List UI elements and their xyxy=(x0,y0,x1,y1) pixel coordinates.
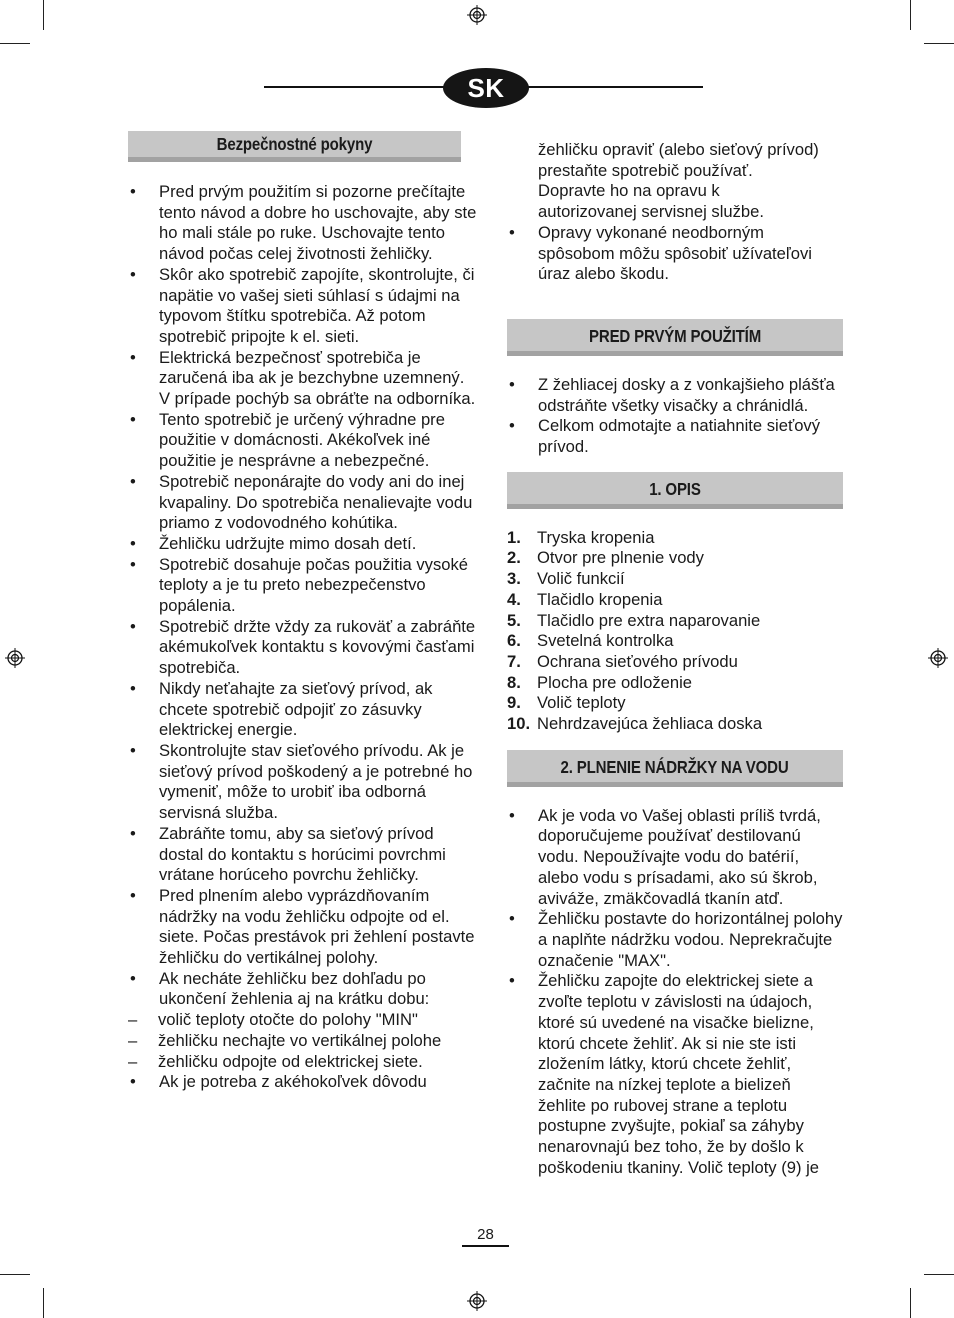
crop-mark xyxy=(43,0,44,30)
parts-list-item xyxy=(507,693,843,714)
section-heading-safety: Bezpečnostné pokyny xyxy=(128,131,461,162)
safety-list-continued xyxy=(507,223,843,285)
registration-mark-icon xyxy=(467,1291,487,1311)
list-item: • Spotrebič neponárajte do vody ani do inej kvapaliny. Do spotrebiča nenalievajte vodu priamo z vodovodného kohútika. xyxy=(128,472,478,534)
list-item: • Ak je potreba z akéhokoľvek dôvodu xyxy=(128,1072,478,1093)
header-rule-right xyxy=(526,86,703,88)
sub-list-item: – žehličku nechajte vo vertikálnej polohe xyxy=(128,1031,478,1052)
list-item: • Tento spotrebič je určený výhradne pre použitie v domácnosti. Akékoľvek iné použitie je nesprávne a nebezpečné. xyxy=(128,410,478,472)
parts-list-item xyxy=(507,714,843,735)
list-item: • Ak je voda vo Vašej oblasti príliš tvrdá, doporučujeme používať destilovanú vodu. Nepoužívajte vodu do batérií, alebo vodu s prísadami, ako sú škrob, aviváže, zmäkčovadlá tkanín atď. xyxy=(507,806,843,910)
crop-mark xyxy=(924,1274,954,1275)
item-number: 7. xyxy=(507,651,521,671)
safety-list xyxy=(128,182,478,1093)
item-text: Tlačidlo kropenia xyxy=(537,589,663,609)
item-text: Otvor pre plnenie vody xyxy=(537,548,704,568)
parts-list-item xyxy=(507,631,843,652)
item-number: 4. xyxy=(507,589,521,609)
list-item: • Žehličku udržujte mimo dosah detí. xyxy=(128,534,478,555)
section-heading-description: 1. OPIS xyxy=(507,472,843,509)
parts-list-item xyxy=(507,590,843,611)
list-item: • Opravy vykonané neodborným spôsobom môžu spôsobiť užívateľovi úraz alebo škodu. xyxy=(507,223,843,285)
parts-list xyxy=(507,528,843,735)
crop-mark xyxy=(910,1288,911,1318)
left-column xyxy=(128,131,478,1093)
registration-mark-icon xyxy=(467,5,487,25)
sub-list-item: – žehličku odpojte od elektrickej siete. xyxy=(128,1052,478,1073)
crop-mark xyxy=(0,43,30,44)
section-heading-before-first-use: PRED PRVÝM POUŽITÍM xyxy=(507,319,843,356)
language-badge: SK xyxy=(443,68,529,108)
list-item: • Pred plnením alebo vyprázdňovaním nádržky na vodu žehličku odpojte od el. siete. Počas prestávok pri žehlení postavte žehličku do vertikálnej polohy. xyxy=(128,886,478,969)
item-text: Tryska kropenia xyxy=(537,527,655,547)
right-column xyxy=(507,140,843,1178)
item-text: Nehrdzavejúca žehliaca doska xyxy=(537,714,763,734)
list-item: • Celkom odmotajte a natiahnite sieťový prívod. xyxy=(507,416,843,457)
section-heading-filling: 2. PLNENIE NÁDRŽKY NA VODU xyxy=(507,750,843,787)
crop-mark xyxy=(43,1288,44,1318)
item-text: Plocha pre odloženie xyxy=(537,672,692,692)
item-text: Tlačidlo pre extra naparovanie xyxy=(537,610,761,630)
item-text: Volič funkcií xyxy=(537,569,625,589)
list-item: • Skontrolujte stav sieťového prívodu. Ak je sieťový prívod poškodený a je potrebné ho vymeniť, môže to urobiť iba odborná servisná služba. xyxy=(128,741,478,824)
item-text: Svetelná kontrolka xyxy=(537,631,674,651)
sub-list-item: – volič teploty otočte do polohy "MIN" xyxy=(128,1010,478,1031)
list-item: • Žehličku zapojte do elektrickej siete a zvoľte teplotu v závislosti na údajoch, ktoré sú uvedené na visačke bielizne, ktorú chcete žehliť. Ak si nie ste isti zložením látky, ktorú chcete žehliť, začnite na nízkej teplote a bielizeň žehlite po rubovej strane a teplotu postupne zvyšujte, pokiaľ sa záhyby nenarovnajú bez toho, že by došlo k poškodeniu tkaniny. Volič teploty (9) je xyxy=(507,971,843,1178)
sub-list xyxy=(128,1010,478,1072)
item-number: 8. xyxy=(507,672,521,692)
item-number: 3. xyxy=(507,569,521,589)
list-item: • Z žehliacej dosky a z vonkajšieho plášťa odstráňte všetky visačky a chránidlá. xyxy=(507,375,843,416)
item-text: Volič teploty xyxy=(537,693,626,713)
crop-mark xyxy=(0,1274,30,1275)
crop-mark xyxy=(924,43,954,44)
list-item: • Nikdy neťahajte za sieťový prívod, ak chcete spotrebič odpojiť zo zásuvky elektrickej energie. xyxy=(128,679,478,741)
parts-list-item xyxy=(507,652,843,673)
parts-list-item xyxy=(507,673,843,694)
continued-paragraph: žehličku opraviť (alebo sieťový prívod) prestaňte spotrebič používať. Dopravte ho na opravu k autorizovanej servisnej službe. xyxy=(538,140,819,222)
page-number: 28 xyxy=(462,1227,509,1247)
item-number: 10. xyxy=(507,714,531,734)
header-rule-left xyxy=(264,86,446,88)
list-item: • Elektrická bezpečnosť spotrebiča je zaručená iba ak je bezchybne uzemnený. V prípade pochýb sa obráťte na odborníka. xyxy=(128,348,478,410)
list-item: • Skôr ako spotrebič zapojíte, skontrolujte, či napätie vo vašej sieti súhlasí s údajmi na typovom štítku spotrebiča. Až potom spotrebič pripojte k el. sieti. xyxy=(128,265,478,348)
item-number: 6. xyxy=(507,631,521,651)
list-item xyxy=(128,969,478,1073)
crop-mark xyxy=(910,0,911,30)
parts-list-item xyxy=(507,548,843,569)
item-number: 5. xyxy=(507,610,521,630)
list-item-text: Ak necháte žehličku bez dohľadu po ukončení žehlenia aj na krátku dobu: xyxy=(159,968,430,1009)
list-item: • Zabráňte tomu, aby sa sieťový prívod dostal do kontaktu s horúcimi povrchmi vrátane horúceho povrchu žehličky. xyxy=(128,824,478,886)
item-number: 1. xyxy=(507,527,521,547)
parts-list-item xyxy=(507,528,843,549)
item-number: 2. xyxy=(507,548,521,568)
list-item: • Spotrebič držte vždy za rukoväť a zabráňte akémukoľvek kontaktu s kovovými časťami spotrebiča. xyxy=(128,617,478,679)
registration-mark-icon xyxy=(5,648,25,668)
before-first-use-list xyxy=(507,375,843,458)
list-item: • Spotrebič dosahuje počas použitia vysoké teploty a je tu preto nebezpečenstvo popálenia. xyxy=(128,555,478,617)
registration-mark-icon xyxy=(928,648,948,668)
item-number: 9. xyxy=(507,693,521,713)
list-item: • Pred prvým použitím si pozorne prečítajte tento návod a dobre ho uschovajte, aby ste ho mali stále po ruke. Uschovajte tento návod počas celej životnosti žehličky. xyxy=(128,182,478,265)
list-item: • Žehličku postavte do horizontálnej polohy a naplňte nádržku vodou. Neprekračujte označenie "MAX". xyxy=(507,909,843,971)
parts-list-item xyxy=(507,611,843,632)
item-text: Ochrana sieťového prívodu xyxy=(537,651,738,671)
parts-list-item xyxy=(507,569,843,590)
filling-list xyxy=(507,806,843,1179)
